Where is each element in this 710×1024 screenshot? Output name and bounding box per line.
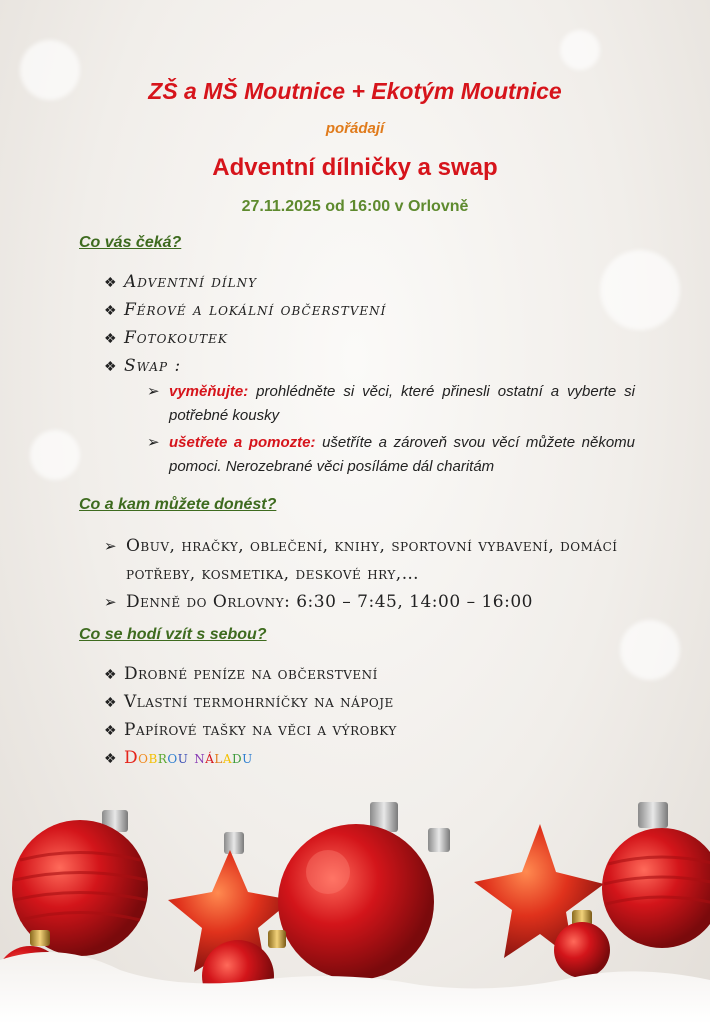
list-item: ❖ Vlastní termohrníčky na nápoje [104, 692, 394, 712]
diamond-bullet-icon: ❖ [104, 750, 117, 766]
diamond-bullet-icon: ❖ [104, 694, 117, 710]
arrow-bullet-icon: ➢ [147, 383, 160, 400]
diamond-bullet-icon: ❖ [104, 722, 117, 738]
list-item: ❖ Férové a lokální občerstvení [104, 300, 387, 320]
swap-sublist [147, 380, 635, 482]
bokeh-light [620, 620, 680, 680]
bokeh-light [600, 250, 680, 330]
arrow-bullet-icon: ➢ [104, 594, 117, 611]
list-item: ❖ Fotokoutek [104, 328, 228, 348]
section3-list [104, 660, 397, 772]
list-item: ❖ Papírové tašky na věci a výrobky [104, 720, 397, 740]
event-date: 27.11.2025 od 16:00 v Orlovně [241, 198, 469, 215]
good-mood-rainbow-text: Dobrou náladu [124, 748, 253, 768]
diamond-bullet-icon: ❖ [104, 358, 117, 374]
diamond-bullet-icon: ❖ [104, 274, 117, 290]
list-item: ➢ ušetřete a pomozte: ušetříte a zároveň svou věcí můžete někomu pomoci. Nerozebrané věci posíláme dál charitám [147, 431, 635, 479]
diamond-bullet-icon: ❖ [104, 330, 117, 346]
arrow-bullet-icon: ➢ [104, 538, 117, 555]
section-heading-what-awaits: Co vás čeká? [79, 234, 182, 251]
bokeh-light [30, 430, 80, 480]
section2-list [104, 532, 644, 616]
organizers-subtitle: pořádají [325, 120, 385, 137]
section-heading-what-to-bring: Co a kam můžete donést? [79, 496, 277, 513]
diamond-bullet-icon: ❖ [104, 666, 117, 682]
event-title: Adventní dílničky a swap [212, 154, 498, 181]
arrow-bullet-icon: ➢ [147, 434, 160, 451]
section1-list [104, 268, 386, 380]
list-item: ➢ vyměňujte: prohlédněte si věci, které přinesli ostatní a vyberte si potřebné kousky [147, 380, 635, 428]
section-heading-take-with-you: Co se hodí vzít s sebou? [79, 626, 267, 643]
list-item: ❖ Drobné peníze na občerstvení [104, 664, 378, 684]
page-title: ZŠ a MŠ Moutnice + Ekotým Moutnice [148, 78, 562, 104]
list-item: ❖ Swap : [104, 356, 182, 376]
diamond-bullet-icon: ❖ [104, 302, 117, 318]
list-item: ❖ Adventní dílny [104, 272, 258, 292]
list-item [104, 744, 397, 772]
bokeh-light [560, 30, 600, 70]
list-item: ➢ Denně do Orlovny: 6:30 – 7:45, 14:00 – 16:00 [104, 592, 533, 612]
christmas-ornaments-illustration [0, 780, 710, 1024]
list-item: ➢ Obuv, hračky, oblečení, knihy, sportovní vybavení, domácí potřeby, kosmetika, deskové hry,… [104, 536, 618, 584]
